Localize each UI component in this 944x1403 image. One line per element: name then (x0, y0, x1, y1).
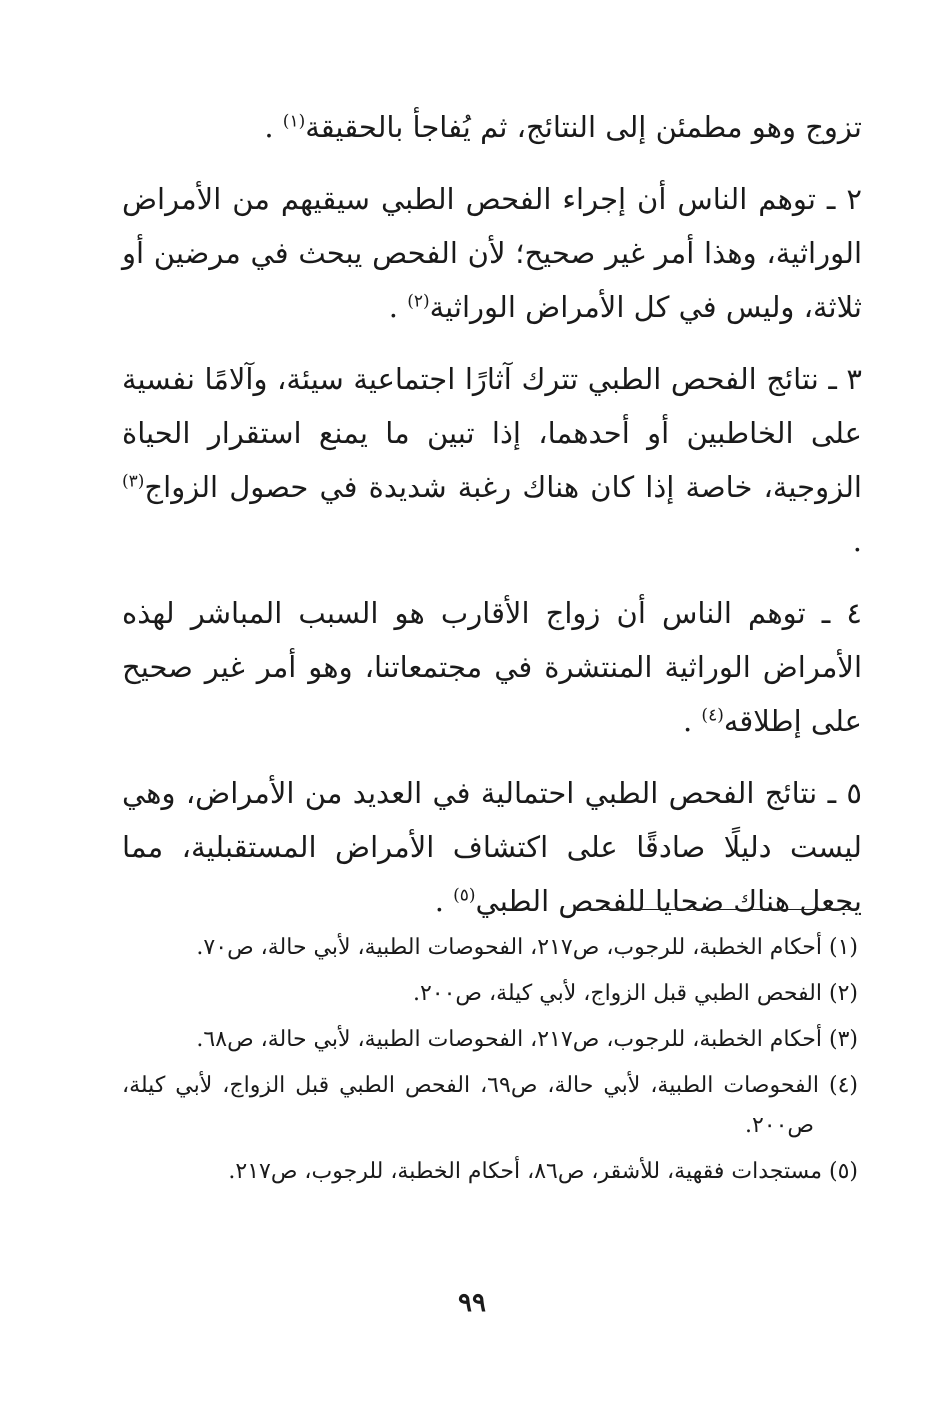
paragraph-point-5 (122, 766, 862, 928)
footnote-divider (590, 909, 858, 910)
footnote-ref-4[interactable]: (٤) (701, 705, 724, 726)
footnotes (122, 928, 858, 1198)
main-text (122, 100, 862, 946)
footnote-ref-1[interactable]: (١) (282, 111, 306, 132)
paragraph-point-3 (122, 352, 862, 568)
footnote-ref-5[interactable]: (٥) (453, 885, 476, 906)
paragraph-end: . (852, 524, 862, 558)
page-number: ٩٩ (458, 1288, 486, 1318)
paragraph-end: . (434, 884, 444, 918)
footnote-1: (١) أحكام الخطبة، للرجوب، ص٢١٧، الفحوصات الطبية، لأبي حالة، ص٧٠. (196, 935, 858, 960)
footnote-3: (٣) أحكام الخطبة، للرجوب، ص٢١٧، الفحوصات الطبية، لأبي حالة، ص٦٨. (196, 1027, 858, 1052)
paragraph-point-2 (122, 172, 862, 334)
footnote-ref-3[interactable]: (٣) (122, 471, 145, 492)
paragraph-text: ٣ ـ نتائج الفحص الطبي تترك آثارًا اجتماعية سيئة، وآلامًا نفسية على الخاطبين أو أحدهما، إذا تبين ما يمنع استقرار الحياة الزوجية، خاصة إذا كان هناك رغبة شديدة في حصول الزواج (122, 362, 862, 504)
paragraph-end: . (388, 290, 398, 324)
paragraph-point-4 (122, 586, 862, 748)
paragraph-text: ٥ ـ نتائج الفحص الطبي احتمالية في العديد من الأمراض، وهي ليست دليلًا صادقًا على اكتشاف الأمراض المستقبلية، مما يجعل هناك ضحايا للفحص الطبي (122, 776, 862, 918)
paragraph-continuation (122, 100, 862, 154)
paragraph-text: تزوج وهو مطمئن إلى النتائج، ثم يُفاجأ بالحقيقة (305, 110, 862, 144)
paragraph-text: ٢ ـ توهم الناس أن إجراء الفحص الطبي سيقيهم من الأمراض الوراثية، وهذا أمر غير صحيح؛ لأن الفحص يبحث في مرضين أو ثلاثة، وليس في كل الأمراض الوراثية (122, 182, 862, 324)
footnote-ref-2[interactable]: (٢) (407, 291, 430, 312)
footnote-4: (٤) الفحوصات الطبية، لأبي حالة، ص٦٩، الفحص الطبي قبل الزواج، لأبي كيلة، ص٢٠٠. (122, 1073, 858, 1138)
paragraph-end: . (264, 110, 274, 144)
paragraph-end: . (682, 704, 693, 738)
footnote-2: (٢) الفحص الطبي قبل الزواج، لأبي كيلة، ص٢٠٠. (412, 981, 858, 1006)
footnote-5: (٥) مستجدات فقهية، للأشقر، ص٨٦، أحكام الخطبة، للرجوب، ص٢١٧. (228, 1159, 858, 1184)
paragraph-text: ٤ ـ توهم الناس أن زواج الأقارب هو السبب المباشر لهذه الأمراض الوراثية المنتشرة في مجتمعاتنا، وهو أمر غير صحيح على إطلاقه (122, 596, 862, 738)
